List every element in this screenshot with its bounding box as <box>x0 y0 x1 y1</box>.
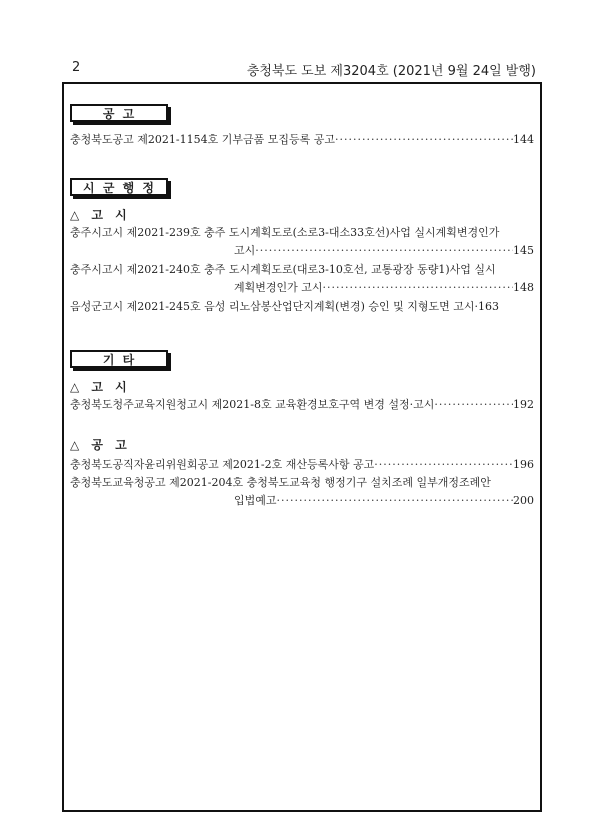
contents-frame <box>62 82 542 812</box>
page-header <box>0 60 608 80</box>
toc-entry[interactable]: 충청북도공고 제2021-1154호 기부금품 모집등록 공고 ····· 144 <box>70 132 534 148</box>
toc-entry[interactable]: 충청북도교육청공고 제2021-204호 충청북도교육청 행정기구 설치조례 일부개정조례안 <box>70 476 491 489</box>
section-label-municipal-administration: 시 군 행 정 <box>70 178 168 196</box>
subsection-title: △ 고 시 <box>70 208 131 222</box>
toc-entry-continuation[interactable]: 고시 ····· 145 <box>234 243 534 259</box>
gazette-title: 충청북도 도보 제3204호 (2021년 9월 24일 발행) <box>246 64 536 79</box>
page-number: 2 <box>72 60 81 75</box>
subsection-title: △ 고 시 <box>70 380 131 394</box>
toc-entry[interactable]: 충주시고시 제2021-240호 충주 도시계획도로(대로3-10호선, 교통광장 동량1)사업 실시 <box>70 263 496 276</box>
toc-entry[interactable]: 충청북도공직자윤리위원회공고 제2021-2호 재산등록사항 공고 ····· 196 <box>70 457 534 473</box>
toc-entry-continuation[interactable]: 입법예고 ····· 200 <box>234 493 534 509</box>
section-label-other: 기 타 <box>70 350 168 368</box>
section-label-announcement: 공 고 <box>70 104 168 122</box>
toc-entry[interactable]: 충청북도청주교육지원청고시 제2021-8호 교육환경보호구역 변경 설정·고시 ····· 192 <box>70 397 534 413</box>
toc-entry-continuation[interactable]: 계획변경인가 고시 ····· 148 <box>234 280 534 296</box>
toc-entry[interactable]: 충주시고시 제2021-239호 충주 도시계획도로(소로3-대소33호선)사업 실시계획변경인가 <box>70 226 500 239</box>
subsection-title: △ 공 고 <box>70 438 131 452</box>
toc-entry[interactable]: 음성군고시 제2021-245호 음성 리노삼봉산업단지계획(변경) 승인 및 지형도면 고시·163 <box>70 300 500 313</box>
